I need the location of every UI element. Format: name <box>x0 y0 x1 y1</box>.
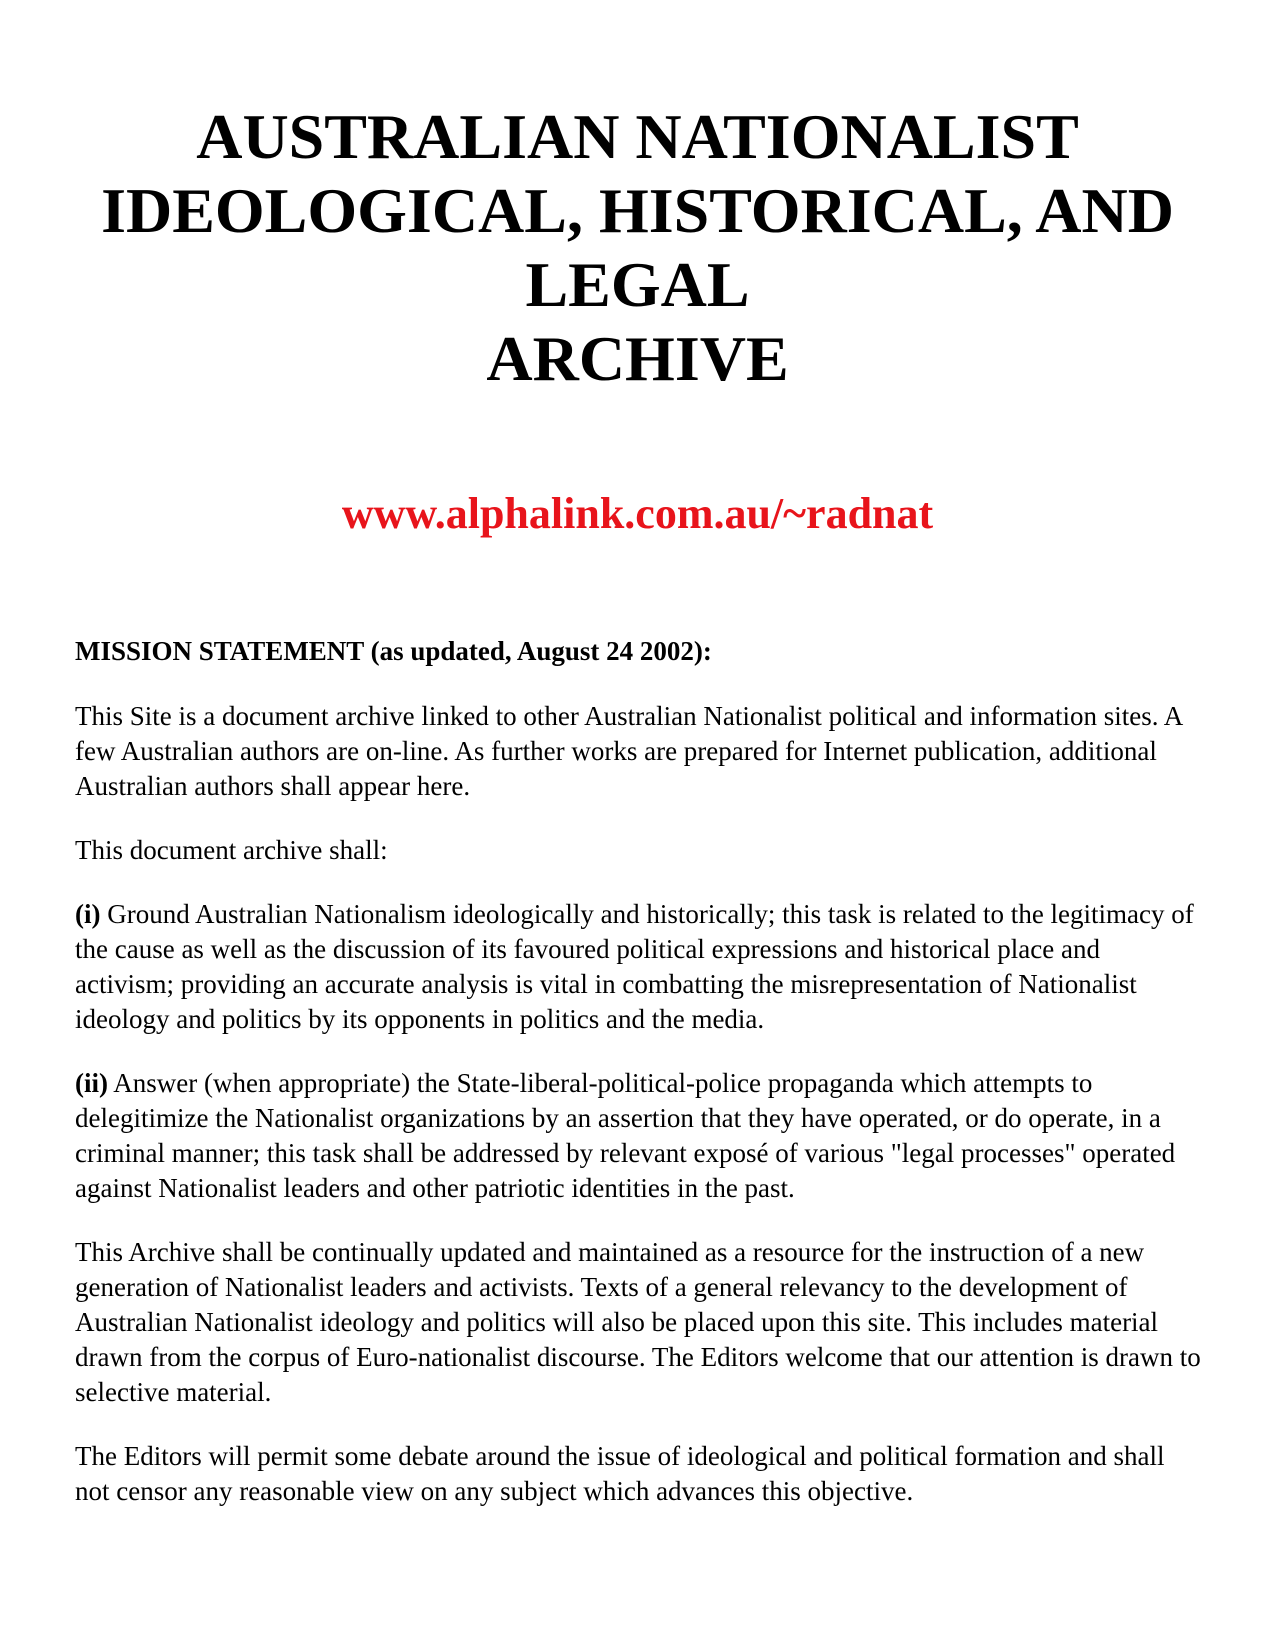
title-line-3: LEGAL <box>525 249 750 320</box>
item-marker-2: (ii) <box>75 1068 108 1098</box>
archive-paragraph: This Archive shall be continually updated and maintained as a resource for the instruction of a new generation of Nationalist leaders and activists. Texts of a general relevancy to the development of Australian Nationalist ideology and politics will also be placed upon this site. This includes material drawn from the corpus of Euro-nationalist discourse. The Editors welcome that our attention is drawn to selective material. <box>75 1237 1201 1407</box>
item-text-2: Answer (when appropriate) the State-liberal-political-police propaganda which attempts to delegitimize the Nationalist organizations by an assertion that they have operated, or do operate, in a criminal manner; this task shall be addressed by relevant exposé of various "legal processes" operated against Nationalist leaders and other patriotic identities in the past. <box>75 1068 1176 1203</box>
mission-heading: MISSION STATEMENT (as updated, August 24 2002): <box>75 636 712 666</box>
mission-statement <box>75 634 1205 1538</box>
editors-paragraph: The Editors will permit some debate around the issue of ideological and political formation and shall not censor any reasonable view on any subject which advances this objective. <box>75 1441 1165 1506</box>
item-paragraph-1 <box>75 897 1205 1037</box>
lead-paragraph: This document archive shall: <box>75 835 388 865</box>
item-text-1: Ground Australian Nationalism ideologically and historically; this task is related to the legitimacy of the cause as well as the discussion of its favoured political expressions and historical place and activism; providing an accurate analysis is vital in combatting the misrepresentation of Nationalist ideology and politics by its opponents in politics and the media. <box>75 899 1194 1034</box>
item-marker-1: (i) <box>75 899 101 929</box>
document-title <box>0 100 1275 396</box>
title-line-1: AUSTRALIAN NATIONALIST <box>196 101 1079 172</box>
title-line-2: IDEOLOGICAL, HISTORICAL, AND <box>101 175 1174 246</box>
intro-paragraph: This Site is a document archive linked to other Australian Nationalist political and information sites. A few Australian authors are on-line. As further works are prepared for Internet publication, additional Australian authors shall appear here. <box>75 701 1182 801</box>
title-line-4: ARCHIVE <box>486 323 789 394</box>
site-url: www.alphalink.com.au/~radnat <box>341 489 934 538</box>
item-paragraph-2 <box>75 1066 1205 1206</box>
